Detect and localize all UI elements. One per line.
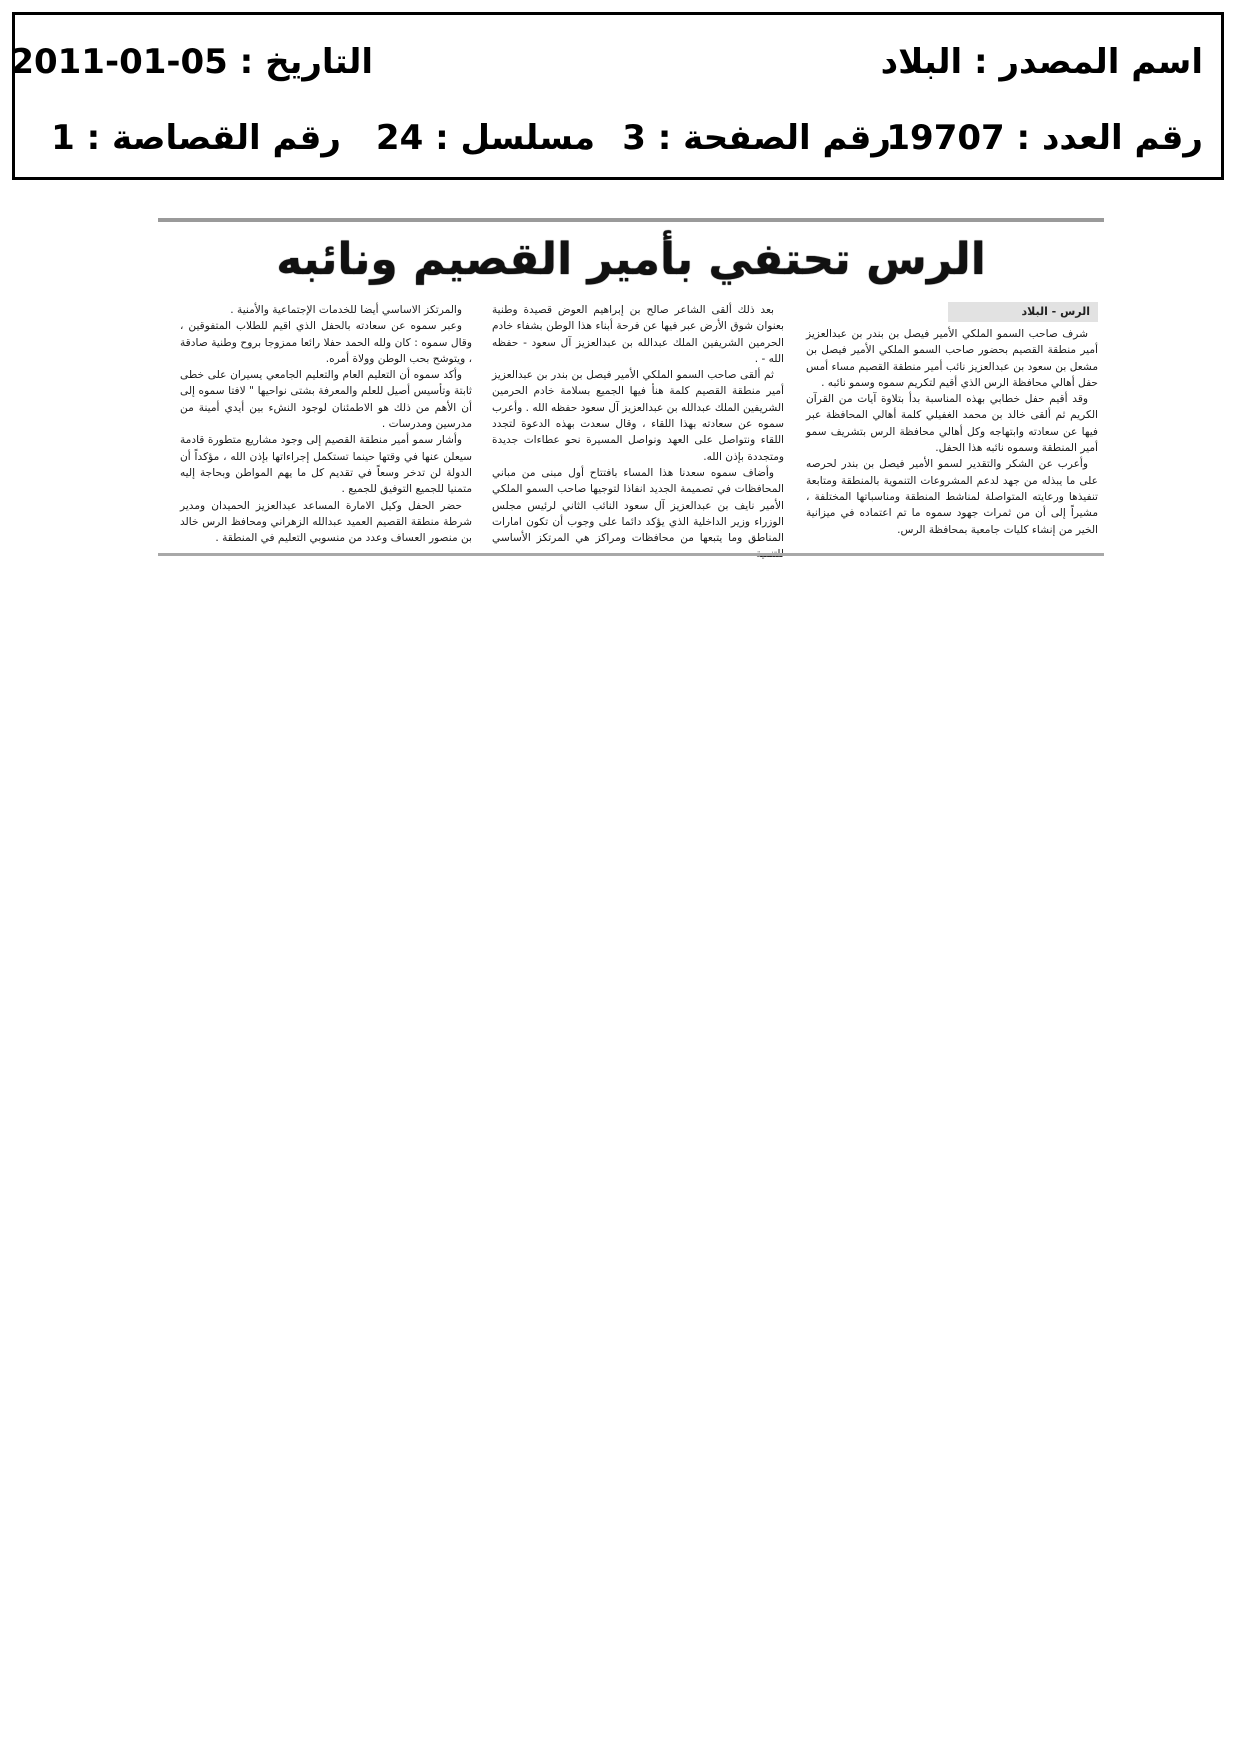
paragraph: وأعرب عن الشكر والتقدير لسمو الأمير فيصل بن بندر لحرصه على ما يبذله من جهد لدعم المشروعات التنموية بالمنطقة ومتابعة تنفيذها ورعايته المتواصلة لمناشط المنطقة ومناسباتها المختلفة ، مشيراً إلى أن من ثمرات جهود سموه ما تم اعتماده في ميزانية الخير من إنشاء كليات جامعية بمحافظة الرس. xyxy=(806,458,1098,536)
paragraph: وعبر سموه عن سعادته بالحفل الذي اقيم للطلاب المتفوقين ، وقال سموه : كان ولله الحمد حفلا رائعا ممزوجا بروح وطنية صادقة ، ويتوشح بحب الوطن وولاة أمره. xyxy=(180,320,472,365)
paragraph: بعد ذلك ألقى الشاعر صالح بن إبراهيم العوض قصيدة وطنية بعنوان شوق الأرض عبر فيها عن فرحة أبناء هذا الوطن بشفاء خادم الحرمين الشريفين الملك عبدالله بن عبدالعزيز آل سعود - حفظه الله - . xyxy=(492,304,784,365)
newspaper-clipping xyxy=(158,218,1104,556)
paragraph: وأكد سموه أن التعليم العام والتعليم الجامعي يسيران على خطى ثابتة وتأسيس أصيل للعلم والمعرفة بشتى نواحيها " لافتا سموه إلى أن الأهم من ذلك هو الاطمئنان لوجود النشء بين أيدي أمينة من مدرسين ومدرسات . xyxy=(180,369,472,431)
serial-value: 24 xyxy=(375,118,424,158)
paragraph: وأشار سمو أمير منطقة القصيم إلى وجود مشاريع متطورة قادمة سيعلن عنها في وقتها حينما تستكمل إجراءاتها بإذن الله ، مؤكداً أن الدولة لن تدخر وسعاً في تقديم كل ما يهم المواطن وبحاجة إليه متمنيا للجميع التوفيق للجميع . xyxy=(180,434,472,496)
article-headline: الرس تحتفي بأمير القصيم ونائبه xyxy=(276,234,986,285)
article-column-3 xyxy=(180,302,472,546)
date-field: التاريخ : 2011-01-05 xyxy=(10,42,373,82)
source-name: اسم المصدر : البلاد xyxy=(880,42,1203,82)
date-value: 2011-01-05 xyxy=(10,42,228,82)
serial-field: مسلسل : 24 xyxy=(375,118,595,158)
clip-number-value: 1 xyxy=(51,118,75,158)
paragraph: وأضاف سموه سعدنا هذا المساء بافتتاح أول مبنى من مباني المحافظات في تصميمة الجديد انفاذا لتوجيها صاحب السمو الملكي الأمير نايف بن عبدالعزيز آل سعود النائب الثاني لرئيس مجلس الوزراء وزير الداخلية الذي يؤكد دائما على وجوب أن تكون امارات المناطق وما يتبعها من محافظات ومراكز هي المرتكز الأساسي xyxy=(492,466,784,545)
article-column-2 xyxy=(492,302,784,563)
paragraph: ثم ألقى صاحب السمو الملكي الأمير فيصل بن بندر بن عبدالعزيز أمير منطقة القصيم كلمة هنأ فيها الجميع بسلامة خادم الحرمين الشريفين الملك عبدالله بن عبدالعزيز آل سعود حفظه الله . وأعرب سموه عن سعادته بهذا اللقاء ، وقال سعدت بهذه الدعوة لتجدد اللقاء ونتواصل على العهد ونواصل المسيرة نحو عطاءات جديدة ومتجددة بإذن الله. xyxy=(492,369,784,463)
issue-number-field: رقم العدد : 19707 xyxy=(886,118,1203,158)
article-byline: الرس - البلاد xyxy=(948,302,1098,322)
bottom-rule xyxy=(158,553,1104,556)
paragraph: شرف صاحب السمو الملكي الأمير فيصل بن بندر بن عبدالعزيز أمير منطقة القصيم بحضور صاحب السمو الملكي الأمير فيصل بن مشعل بن سعود بن عبدالعزيز نائب أمير منطقة القصيم مساء أمس حفل أهالي محافظة الرس الذي أقيم لتكريم سموه وسمو نائبه . xyxy=(806,328,1098,389)
clipping-header xyxy=(12,12,1224,180)
top-rule xyxy=(158,218,1104,222)
paragraph: والمرتكز الاساسي أيضا للخدمات الإجتماعية والأمنية . xyxy=(230,304,462,316)
issue-number-value: 19707 xyxy=(886,118,1005,158)
article-column-1 xyxy=(806,326,1098,538)
page-number-value: 3 xyxy=(622,118,646,158)
page-number-field: رقم الصفحة : 3 xyxy=(622,118,891,158)
clip-number-field: رقم القصاصة : 1 xyxy=(51,118,341,158)
paragraph: حضر الحفل وكيل الامارة المساعد عبدالعزيز الحميدان ومدير شرطة منطقة القصيم العميد عبدالله الزهراني ومحافظ الرس خالد بن منصور العساف وعدد من منسوبي التعليم في المنطقة . xyxy=(180,499,472,545)
paragraph: وقد أقيم حفل خطابي بهذه المناسبة بدأ بتلاوة آيات من القرآن الكريم ثم ألقى خالد بن محمد الغفيلي كلمة أهالي المحافظة عبر فيها عن سعادته وابتهاجه وكل أهالي محافظة الرس بتشريف سمو أمير المنطقة وسموه نائبه هذا الحفل. xyxy=(806,393,1098,455)
